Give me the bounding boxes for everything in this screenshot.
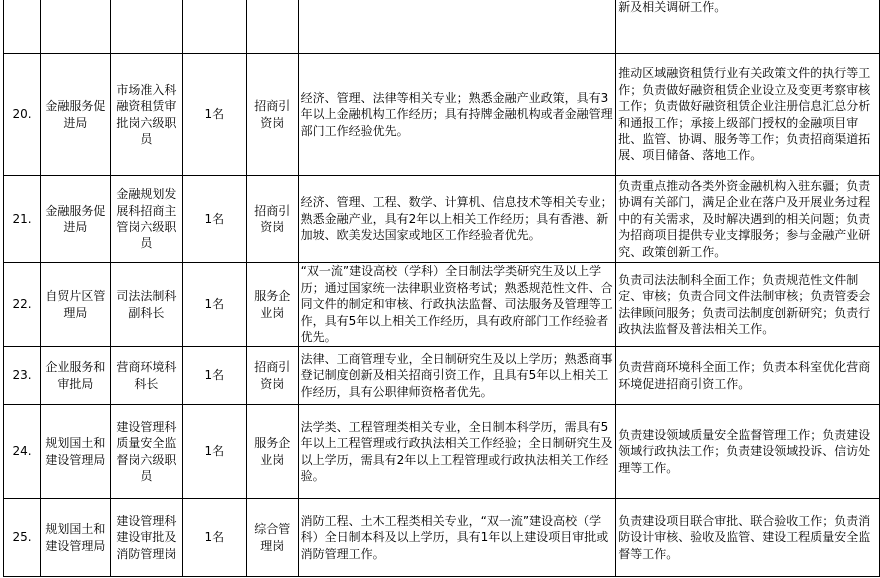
duty-cell: 负责重点推动各类外资金融机构入驻东疆；负责协调有关部门，满足企业在落户及开展业务过程中的有关需求，及时解决遇到的相关问题；负责为招商项目提供专业支撑服务；参与金融产业研究、政策创新工作。 [616,176,880,263]
requirement-cell: 法律、工商管理专业，全日制研究生及以上学历；熟悉商事登记制度创新及相关招商引资工作，且具有5年以上相关工作经历，具有公职律师资格者优先。 [298,347,616,405]
row-number: 22. [4,263,41,347]
headcount-cell [182,0,246,54]
table-row [4,347,880,405]
requirement-cell: “双一流”建设高校（学科）全日制法学类研究生及以上学历；通过国家统一法律职业资格考试；熟悉规范性文件、合同文件的制定和审核、行政执法监督、司法服务及管理等工作，具有5年以上相关工作经历，具有政府部门工作经验者优先。 [298,263,616,347]
position-cell: 市场准入科融资租赁审批岗六级职员 [110,54,182,176]
position-cell: 金融规划发展科招商主管岗六级职员 [110,176,182,263]
category-cell: 服务企业岗 [246,263,298,347]
category-cell [246,0,298,54]
position-cell: 营商环境科科长 [110,347,182,405]
row-number: 25. [4,499,41,577]
duty-cell: 新及相关调研工作。 [616,0,880,54]
category-cell: 服务企业岗 [246,405,298,499]
table-row [4,0,880,54]
position-cell: 司法法制科副科长 [110,263,182,347]
row-number: 20. [4,54,41,176]
table-row [4,176,880,263]
job-table [3,0,880,577]
category-cell: 综合管理岗 [246,499,298,577]
requirement-cell: 消防工程、土木工程类相关专业，“双一流”建设高校（学科）全日制本科及以上学历，具有1年以上建设项目审批或消防管理工作。 [298,499,616,577]
headcount-cell: 1名 [182,499,246,577]
headcount-cell: 1名 [182,176,246,263]
table-row [4,405,880,499]
category-cell: 招商引资岗 [246,347,298,405]
position-cell: 建设管理科质量安全监督岗六级职员 [110,405,182,499]
table-row [4,54,880,176]
duty-cell: 负责营商环境科全面工作；负责本科室优化营商环境促进招商引资工作。 [616,347,880,405]
position-cell: 建设管理科建设审批及消防管理岗 [110,499,182,577]
row-number: 24. [4,405,41,499]
requirement-cell: 法学类、工程管理类相关专业，全日制本科学历，需具有5年以上工程管理或行政执法相关工作经验；全日制研究生及以上学历，需具有2年以上工程管理或行政执法相关工作经验。 [298,405,616,499]
requirement-cell: 经济、管理、法律等相关专业；熟悉金融产业政策，具有3年以上金融机构工作经历；具有持牌金融机构或者金融管理部门工作经验优先。 [298,54,616,176]
duty-cell: 推动区域融资租赁行业有关政策文件的执行等工作；负责做好融资租赁企业设立及变更考察审核工作；负责做好融资租赁企业注册信息汇总分析和通报工作；承接上级部门授权的金融项目审批、监管、协调、服务等工作；负责招商渠道拓展、项目储备、落地工作。 [616,54,880,176]
department-cell: 规划国土和建设管理局 [40,499,110,577]
headcount-cell: 1名 [182,347,246,405]
requirement-cell [298,0,616,54]
row-number: 23. [4,347,41,405]
position-cell [110,0,182,54]
department-cell [40,0,110,54]
duty-cell: 负责司法法制科全面工作；负责规范性文件制定、审核；负责合同文件法制审核；负责管委会法律顾问服务；负责司法制度创新研究；负责行政执法监督及普法相关工作。 [616,263,880,347]
table-row [4,263,880,347]
department-cell: 企业服务和审批局 [40,347,110,405]
row-number: 21. [4,176,41,263]
department-cell: 金融服务促进局 [40,54,110,176]
duty-cell: 负责建设领域质量安全监督管理工作；负责建设领域行政执法工作；负责建设领域投诉、信访处理等工作。 [616,405,880,499]
department-cell: 金融服务促进局 [40,176,110,263]
table-row [4,499,880,577]
duty-cell: 负责建设项目联合审批、联合验收工作；负责消防设计审核、验收及监管、建设工程质量安全监督等工作。 [616,499,880,577]
department-cell: 自贸片区管理局 [40,263,110,347]
headcount-cell: 1名 [182,54,246,176]
headcount-cell: 1名 [182,405,246,499]
headcount-cell: 1名 [182,263,246,347]
department-cell: 规划国土和建设管理局 [40,405,110,499]
row-number [4,0,41,54]
category-cell: 招商引资岗 [246,54,298,176]
requirement-cell: 经济、管理、工程、数学、计算机、信息技术等相关专业；熟悉金融产业，具有2年以上相关工作经历；具有香港、新加坡、欧美发达国家或地区工作经验者优先。 [298,176,616,263]
category-cell: 招商引资岗 [246,176,298,263]
